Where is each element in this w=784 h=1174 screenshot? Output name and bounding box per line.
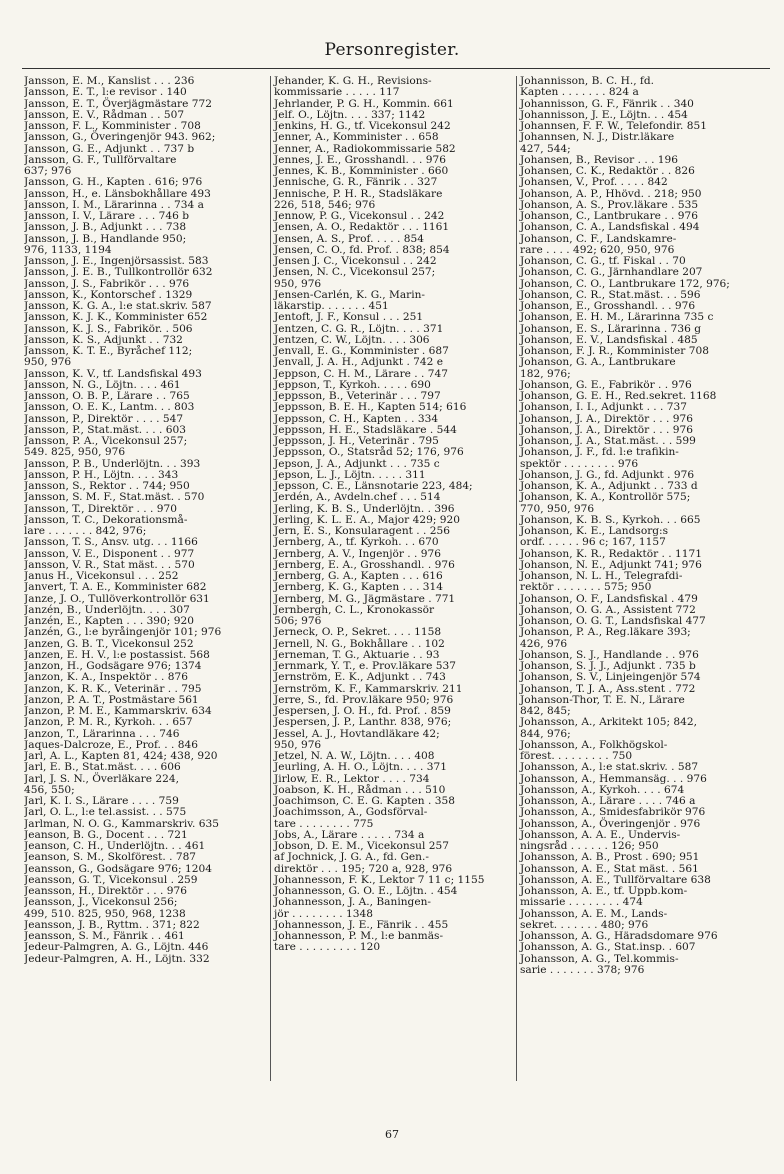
register-entry: Johanson, A. S., Prov.läkare . 535 (520, 198, 699, 211)
register-entry: Johanson, F. J. R., Komminister 708 (520, 345, 709, 357)
register-entry: Janzon, P. M. E., Kammarskriv. 634 (24, 705, 212, 717)
register-entry: Johanson, G. E., Fabrikör . . 976 (520, 378, 692, 391)
register-entry: Jedeur-Palmgren, A. G., Löjtn. 446 (24, 941, 209, 954)
register-entry: Jennes, J. E., Grosshandl. . . 976 (274, 153, 446, 166)
register-entry: Jeansson, J. B., Ryttm. . 371; 822 (24, 918, 200, 931)
register-entry: 950, 976 (274, 277, 322, 290)
register-entry: Jansson, E. T., l:e revisor . 140 (24, 86, 187, 99)
register-entry: Jansson, E. M., Kanslist . . . 236 (24, 76, 195, 87)
register-entry: Jansson, P. B., Underlöjtn. . . 393 (24, 457, 201, 470)
register-entry: Johanson, G. A., Lantbrukare (520, 356, 676, 369)
register-entry: Jobs, A., Lärare . . . . . 734 a (274, 828, 425, 841)
register-entry: 950, 976 (24, 356, 72, 369)
register-entry: rare . . . . 492; 620, 950, 976 (520, 243, 675, 256)
register-entry: Jernmark, Y. T., e. Prov.läkare 537 (274, 660, 456, 672)
register-entry: Jeppson, C. H. M., Lärare . . 747 (274, 367, 448, 380)
register-entry: Jansson, P., Stat.mäst. . . . 603 (24, 423, 186, 436)
register-entry: Jarl, J. S. N., Överläkare 224, (24, 772, 179, 785)
register-entry: 226, 518, 546; 976 (274, 198, 376, 211)
register-entry: 549. 825, 950, 976 (24, 446, 126, 459)
register-entry: Johanson, P. A., Reg.läkare 393; (520, 626, 691, 639)
register-entry: Jeanson, C. H., Underlöjtn. . . 461 (24, 840, 206, 852)
register-entry: Johanson, E., Grosshandl. . . 976 (520, 300, 696, 312)
register-entry: Jeppsson, O., Statsråd 52; 176, 976 (274, 446, 464, 459)
register-entry: sekret. . . . . . . 480; 976 (520, 918, 649, 931)
register-entry: Janzen, G. B. T., Vicekonsul 252 (24, 637, 194, 650)
register-entry: Jeurling, A. H. O., Löjtn. . . . 371 (274, 761, 447, 774)
register-entry: Johanson, O. G. A., Assistent 772 (520, 603, 696, 616)
register-entry: tare . . . . . . . . 775 (274, 817, 374, 830)
register-entry: Johannisson, G. F., Fänrik . . 340 (520, 97, 694, 110)
register-entry: Jennow, P. G., Vicekonsul . . 242 (274, 210, 445, 222)
register-entry: Johannesson, J. E., Fänrik . . 455 (274, 918, 449, 931)
register-entry: Jansson, T. S., Ansv. utg. . . 1166 (24, 536, 198, 549)
register-entry: Jeansson, S. M., Fänrik . . 461 (24, 930, 185, 942)
register-entry: läkarstip. . . . . . . 451 (274, 300, 389, 312)
register-entry: Jentzen, C. W., Löjtn. . . . 306 (274, 333, 430, 346)
register-entry: Jansson, G. F., Tullförvaltare (24, 153, 177, 166)
register-entry: Johansen, C. K., Redaktör . . 826 (520, 165, 695, 177)
register-entry: 506; 976 (274, 615, 322, 627)
register-entry: Johansson, A. E. M., Lands- (520, 907, 668, 920)
page-number: 67 (385, 1128, 399, 1141)
register-entry: Jansson, T., Direktör . . . 970 (24, 502, 177, 515)
register-entry: Johanson, J. F., fd. l:e trafikin- (520, 446, 679, 459)
register-entry: Johansson, A. E., Tullförvaltare 638 (520, 873, 711, 886)
register-entry: Jansson, F. L., Komminister . 708 (24, 120, 201, 132)
register-entry: Jansson, E. T., Överjägmästare 772 (24, 97, 212, 110)
register-entry: Johannsen, F. F. W., Telefondir. 851 (520, 120, 707, 132)
register-entry: 637; 976 (24, 165, 72, 177)
register-entry: Jernberg, A., tf. Kyrkoh. . . 670 (274, 536, 439, 549)
register-entry: Jespersen, J. O. H., fd. Prof. . 859 (274, 705, 451, 717)
register-entry: Johanson, C., Lantbrukare . . 976 (520, 210, 699, 222)
register-entry: Jehrlander, P. G. H., Kommin. 661 (274, 97, 454, 110)
register-entry: Johanson, C. R., Stat.mäst. . . 596 (520, 288, 701, 301)
register-entry: Johanson, J. A., Stat.mäst. . . 599 (520, 435, 696, 447)
register-entry: af Jochnick, J. G. A., fd. Gen.- (274, 851, 429, 864)
register-entry: Jetzel, N. A. W., Löjtn. . . . 408 (274, 750, 435, 762)
register-entry: Jarl, E. B., Stat.mäst. . . . 606 (24, 761, 181, 774)
register-entry: 426, 976 (520, 637, 568, 650)
register-entry: Jenvall, J. A. H., Adjunkt . 742 e (274, 356, 444, 369)
register-entry: Jernström, K. F., Kammarskriv. 211 (274, 682, 463, 695)
register-entry: Jeanson, S. M., Skolförest. . 787 (24, 851, 197, 864)
register-entry: Jeansson, H., Direktör . . . 976 (24, 885, 187, 897)
register-entry: Johanson, O. F., Landsfiskal . 479 (520, 592, 698, 605)
register-entry: Jansson, J. E., Ingenjörsassist. 583 (24, 255, 209, 267)
register-entry: direktör . . . 195; 720 a, 928, 976 (274, 862, 453, 875)
register-entry: Janzon, P. M. R., Kyrkoh. . . 657 (24, 716, 193, 729)
register-entry: Jeppsson, H. E., Stadsläkare . 544 (274, 423, 457, 436)
register-entry: Jeansson, G., Godsägare 976; 1204 (24, 862, 212, 875)
register-entry: Kapten . . . . . . . 824 a (520, 86, 639, 99)
register-entry: Jansson, E. V., Rådman . . 507 (24, 108, 185, 121)
register-entry: Jansson, J. E. B., Tullkontrollör 632 (24, 266, 213, 279)
register-entry: Jernberg, A. V., Ingenjör . . 976 (274, 547, 441, 560)
register-entry: Jansson, K. T. E., Byråchef 112; (24, 345, 193, 357)
register-entry: Janzon, K. R. K., Veterinär . . 795 (24, 682, 202, 695)
register-entry: spektör . . . . . . . . 976 (520, 457, 639, 470)
register-entry: Jansson, G., Överingenjör 943. 962; (24, 131, 216, 144)
register-entry: Johanson, K. A., Adjunkt . . 733 d (520, 480, 698, 492)
register-entry: Jelf. O., Löjtn. . . . 337; 1142 (274, 108, 426, 121)
register-entry: Johanson, C. F., Landskamre- (520, 232, 677, 245)
register-entry: Jeansson, J., Vicekonsul 256; (24, 896, 178, 909)
register-column-1 (24, 76, 260, 965)
register-entry: Jernberg, K. G., Kapten . . . 314 (274, 581, 444, 594)
register-entry: Jensen, A. O., Redaktör . . . 1161 (274, 221, 450, 234)
register-entry: Jansson, I. M., Lärarinna . . 734 a (24, 198, 204, 211)
register-entry: Jansson, O. E. K., Lantm. . . 803 (24, 401, 195, 414)
register-entry: 950, 976 (274, 738, 322, 751)
register-entry: Joabson, K. H., Rådman . . . 510 (274, 783, 446, 796)
register-entry: Johansson, A., l:e stat.skriv. . 587 (520, 761, 699, 774)
register-entry: Jarlman, N. O. G., Kammarskriv. 635 (24, 817, 219, 830)
register-entry: Johansson, A., Överingenjör . 976 (520, 817, 701, 830)
register-entry: Johanson, A. P., Hhövd. . 218; 950 (520, 187, 702, 200)
register-entry: Johanson, S. V., Linjeingenjör 574 (520, 671, 701, 684)
register-entry: Johansson, A. E., tf. Uppb.kom- (520, 885, 688, 897)
register-entry: Jehander, K. G. H., Revisions- (274, 76, 432, 87)
register-entry: Johansson, A., Kyrkoh. . . . 674 (520, 783, 685, 796)
register-entry: Jennes, K. B., Komminister . 660 (274, 165, 449, 177)
register-entry: Jerre, S., fd. Prov.läkare 950; 976 (274, 693, 454, 706)
register-entry: Johanson, E. H. M., Lärarinna 735 c (520, 311, 714, 324)
register-entry: Jansson, J. B., Handlande 950; (24, 232, 187, 245)
register-entry: Johannisson, J. E., Löjtn. . . 454 (520, 108, 688, 121)
register-column-2 (270, 76, 510, 1081)
register-entry: Jansson, G. H., Kapten . 616; 976 (24, 176, 203, 189)
register-entry: 844, 976; (520, 727, 571, 740)
register-entry: Jepson, J. A., Adjunkt . . . 735 c (274, 457, 440, 470)
register-entry: Jensen-Carlén, K. G., Marin- (274, 288, 426, 301)
register-entry: Janus H., Vicekonsul . . . 252 (24, 570, 179, 582)
register-entry: Janzon, K. A., Inspektör . . 876 (24, 671, 188, 684)
register-entry: Johansson, A., Hemmansäg. . . 976 (520, 772, 707, 785)
register-entry: Johanson, J. A., Direktör . . . 976 (520, 412, 693, 425)
register-entry: Jepsson, C. E., Länsnotarie 223, 484; (274, 480, 473, 492)
register-entry: Johansson, A., Smidesfabrikör 976 (520, 806, 706, 819)
register-entry: missarie . . . . . . . . 474 (520, 896, 643, 909)
register-entry: Jansson, I. V., Lärare . . . 746 b (24, 210, 190, 222)
register-entry: Jernström, E. K., Adjunkt . . 743 (274, 671, 446, 684)
register-entry: 976, 1133, 1194 (24, 243, 112, 256)
register-entry: Johannsen, N. J., Distr.läkare (520, 131, 675, 144)
register-entry: Johansson, A. A. E., Undervis- (520, 828, 681, 841)
register-entry: Johanson, I. I., Adjunkt . . . 737 (520, 401, 687, 414)
register-entry: Jepson, L. J., Löjtn. . . . . 311 (274, 468, 426, 481)
register-entry: Jobson, D. E. M., Vicekonsul 257 (274, 840, 449, 852)
register-entry: Johanson, T. J. A., Ass.stent . 772 (520, 682, 696, 695)
register-entry: Johansson, A. G., Stat.insp. . 607 (520, 941, 696, 954)
register-entry: Johannesson, G. O. E., Löjtn. . 454 (274, 885, 458, 897)
register-entry: Jenkins, H. G., tf. Vicekonsul 242 (274, 120, 451, 132)
register-entry: Johanson, J. A., Direktör . . . 976 (520, 423, 693, 436)
register-entry: Johanson, O. G. T., Landsfiskal 477 (520, 615, 706, 627)
header-rule (22, 68, 770, 69)
register-entry: Jernberg, G. A., Kapten . . . 616 (274, 570, 443, 582)
register-entry: Johanson, E. V., Landsfiskal . 485 (520, 333, 698, 346)
register-entry: jör . . . . . . . . 1348 (274, 907, 373, 920)
register-entry: Jansson, G. E., Adjunkt . . 737 b (24, 142, 195, 155)
register-entry: Janzén, B., Underlöjtn. . . . 307 (24, 603, 190, 616)
register-entry: Jessel, A. J., Hovtandläkare 42; (274, 727, 440, 740)
register-entry: Johanson, N. L. H., Telegrafdi- (520, 570, 683, 582)
register-entry: rektör . . . . . . . 575; 950 (520, 581, 652, 594)
register-entry: Jerling, K. B. S., Underlöjtn. . 396 (274, 502, 455, 515)
register-entry: Jernell, N. G., Bokhållare . . 102 (274, 637, 445, 650)
register-entry: ordf. . . . . . 96 c; 167, 1157 (520, 536, 666, 549)
register-entry: Johanson, C. O., Lantbrukare 172, 976; (520, 277, 730, 290)
register-entry: Johansson, A. G., Tel.kommis- (520, 952, 679, 965)
register-entry: Jaques-Dalcroze, E., Prof. . . 846 (24, 738, 198, 751)
register-entry: Johannesson, F. K., Lektor 7 11 c; 1155 (274, 873, 485, 886)
register-entry: Jansson, K. V., tf. Landsfiskal 493 (24, 367, 202, 380)
register-entry: Jeppson, T., Kyrkoh. . . . . 690 (274, 378, 431, 391)
register-entry: Johanson-Thor, T. E. N., Lärare (520, 693, 685, 706)
register-entry: 499, 510. 825, 950, 968, 1238 (24, 907, 186, 920)
register-entry: Jensen, C. O., fd. Prof. . 838; 854 (274, 243, 450, 256)
register-entry: Jansson, K. G. A., l:e stat.skriv. 587 (24, 300, 212, 312)
register-entry: Jarl, O. L., l:e tel.assist. . . 575 (24, 806, 187, 819)
register-entry: Jenner, A., Komminister . . 658 (274, 131, 439, 144)
register-entry: Johansen, B., Revisor . . . 196 (520, 153, 679, 166)
register-entry: 427, 544; (520, 142, 571, 155)
register-entry: Jansson, V. R., Stat mäst. . . 570 (24, 558, 195, 571)
register-entry: Jeppsson, C. H., Kapten . . 334 (274, 412, 439, 425)
register-entry: Johanson, K. R., Redaktör . . 1171 (520, 547, 702, 560)
register-entry: Jespersen, J. P., Lanthr. 838, 976; (274, 716, 452, 729)
register-entry: Johansson, A., Folkhögskol- (520, 738, 668, 751)
register-entry: Jansson, K. S., Adjunkt . . 732 (24, 333, 183, 346)
register-entry: Jeanson, B. G., Docent . . . 721 (24, 828, 188, 841)
register-entry: Janvert, T. A. E., Komminister 682 (24, 581, 207, 594)
register-entry: Jansson, H., e. Länsbokhållare 493 (24, 187, 211, 200)
register-entry: Jentzen, C. G. R., Löjtn. . . . 371 (274, 322, 444, 335)
register-entry: Joachimsson, A., Godsförval- (274, 806, 428, 819)
register-entry: Joachimson, C. E. G. Kapten . 358 (274, 795, 455, 807)
register-entry: Johanson, K. E., Landsorg:s (520, 525, 669, 537)
register-entry: Jansson, P. A., Vicekonsul 257; (24, 435, 188, 447)
register-column-3 (516, 76, 756, 1081)
register-entry: Jensen, N. C., Vicekonsul 257; (274, 266, 436, 279)
register-entry: Johanson, G. E. H., Red.sekret. 1168 (520, 390, 717, 402)
register-entry: Janzon, H., Godsägare 976; 1374 (24, 660, 202, 672)
register-entry: Jansson, T. C., Dekorationsmå- (24, 513, 188, 526)
register-entry: 182, 976; (520, 367, 571, 380)
register-entry: Jensen J. C., Vicekonsul . . 242 (274, 255, 437, 267)
register-entry: Jerneck, O. P., Sekret. . . . 1158 (274, 626, 442, 639)
register-entry: Jeppsson, J. H., Veterinär . 795 (274, 435, 439, 447)
register-entry: Johanson, S. J. J., Adjunkt . 735 b (520, 660, 696, 672)
register-entry: Johannesson, J. A., Baningen- (274, 896, 431, 909)
register-entry: lare . . . . . . . 842, 976; (24, 525, 147, 537)
register-entry: Jansson, P. H., Löjtn. . . . 343 (24, 468, 179, 481)
register-entry: Jernberg, M. G., Jägmästare . 771 (274, 592, 456, 605)
register-entry: Johanson, C. G., Järnhandlare 207 (520, 266, 703, 279)
register-entry: Jerling, K. L. E. A., Major 429; 920 (274, 513, 460, 526)
register-entry: Jansson, K., Kontorschef . 1329 (24, 288, 193, 301)
register-entry: Jansson, S., Rektor . . 744; 950 (24, 480, 190, 492)
register-entry: ningsråd . . . . . . 126; 950 (520, 840, 659, 852)
register-entry: 770, 950, 976 (520, 502, 595, 515)
page-title: Personregister. (324, 40, 460, 60)
register-entry: Johanson, C. G., tf. Fiskal . . 70 (520, 255, 686, 267)
register-entry: Jansson, O. B. P., Lärare . . 765 (24, 390, 190, 402)
register-entry: Jern, E. S., Konsularagent . . 256 (274, 525, 450, 537)
register-entry: Jarl, A. L., Kapten 81, 424; 438, 920 (24, 750, 218, 762)
register-entry: Jansson, K. J. K., Komminister 652 (24, 311, 208, 324)
register-entry: Janzon, P. A. T., Postmästare 561 (24, 693, 199, 706)
register-entry: Johanson, S. J., Handlande . . 976 (520, 648, 699, 661)
register-entry: Jerneman, T. G., Aktuarie . . 93 (274, 648, 440, 661)
register-entry: Johanson, N. E., Adjunkt 741; 976 (520, 558, 702, 571)
register-entry: Janzén, G., l:e byråingenjör 101; 976 (24, 626, 222, 639)
register-entry: Jernberg, E. A., Grosshandl. . 976 (274, 558, 455, 571)
register-entry: sarie . . . . . . . 378; 976 (520, 963, 645, 976)
register-entry: Jenner, A., Radiokommissarie 582 (274, 142, 456, 155)
register-entry: Johanson, C. A., Landsfiskal . 494 (520, 221, 700, 234)
register-entry: Jeppsson, B. E. H., Kapten 514; 616 (274, 401, 467, 414)
register-entry: Jarl, K. I. S., Lärare . . . . 759 (24, 795, 179, 807)
register-entry: Jansson, V. E., Disponent . . 977 (24, 547, 195, 560)
register-entry: Jeansson, G. T., Vicekonsul . 259 (24, 873, 198, 886)
register-entry: Jeppsson, B., Veterinär . . . 797 (274, 390, 441, 402)
register-entry: Johansson, A. B., Prost . 690; 951 (520, 851, 700, 864)
register-entry: Johanson, J. G., fd. Adjunkt . 976 (520, 468, 695, 481)
register-entry: Jansson, J. B., Adjunkt . . . 738 (24, 221, 187, 234)
register-entry: Jirlow, E. R., Lektor . . . . 734 (274, 772, 430, 785)
register-entry: Jernbergh, C. L., Kronokassör (274, 603, 435, 616)
register-entry: Janzon, T., Lärarinna . . . 746 (24, 727, 180, 740)
register-entry: förest. . . . . . . . . 750 (520, 750, 633, 762)
register-entry: Johanson, E. S., Lärarinna . 736 g (520, 322, 702, 335)
register-entry: Johansson, A., Lärare . . . . 746 a (520, 795, 696, 807)
register-entry: Johannesson, P. M., l:e banmäs- (274, 930, 444, 942)
register-entry: Jedeur-Palmgren, A. H., Löjtn. 332 (24, 952, 210, 965)
register-entry: Jansson, J. S., Fabrikör . . . 976 (24, 277, 190, 290)
register-entry: Janze, J. O., Tullöverkontrollör 631 (24, 592, 210, 605)
register-entry: Jansson, N. G., Löjtn. . . . 461 (24, 378, 181, 391)
register-entry: Jennische, G. R., Fänrik . . 327 (274, 176, 438, 189)
register-entry: Jenvall, E. G., Komminister . 687 (274, 345, 449, 357)
register-entry: tare . . . . . . . . . 120 (274, 941, 381, 954)
register-entry: Janzén, E., Kapten . . . 390; 920 (24, 615, 194, 627)
register-entry: Jentoft, J. F., Konsul . . . 251 (274, 311, 424, 324)
register-entry: Johansson, A. E., Stat mäst. . 561 (520, 862, 699, 875)
register-entry: Jansson, K. J. S., Fabrikör. . 506 (24, 322, 193, 335)
register-entry: Jerdén, A., Avdeln.chef . . . 514 (274, 491, 441, 504)
register-entry: Johansen, V., Prof. . . . . 842 (520, 176, 668, 189)
register-entry: Jansson, P., Direktör . . . . 547 (24, 412, 184, 425)
register-entry: Johansson, A., Arkitekt 105; 842, (520, 716, 697, 729)
register-entry: Jansson, S. M. F., Stat.mäst. . 570 (24, 491, 205, 504)
register-entry: kommissarie . . . . . 117 (274, 86, 400, 99)
register-entry: Johansson, A. G., Häradsdomare 976 (520, 930, 718, 942)
register-entry: Johanson, K. A., Kontrollör 575; (520, 491, 691, 504)
register-entry: Johannisson, B. C. H., fd. (520, 76, 654, 87)
register-entry: Janzen, E. H. V., l:e postassist. 568 (24, 648, 210, 661)
register-entry: 456, 550; (24, 783, 75, 796)
register-entry: 842, 845; (520, 705, 571, 717)
register-entry: Jennische, P. H. R., Stadsläkare (274, 187, 443, 200)
register-entry: Johanson, K. B. S., Kyrkoh. . . 665 (520, 513, 701, 526)
register-entry: Jensen, A. S., Prof. . . . . 854 (274, 232, 424, 245)
